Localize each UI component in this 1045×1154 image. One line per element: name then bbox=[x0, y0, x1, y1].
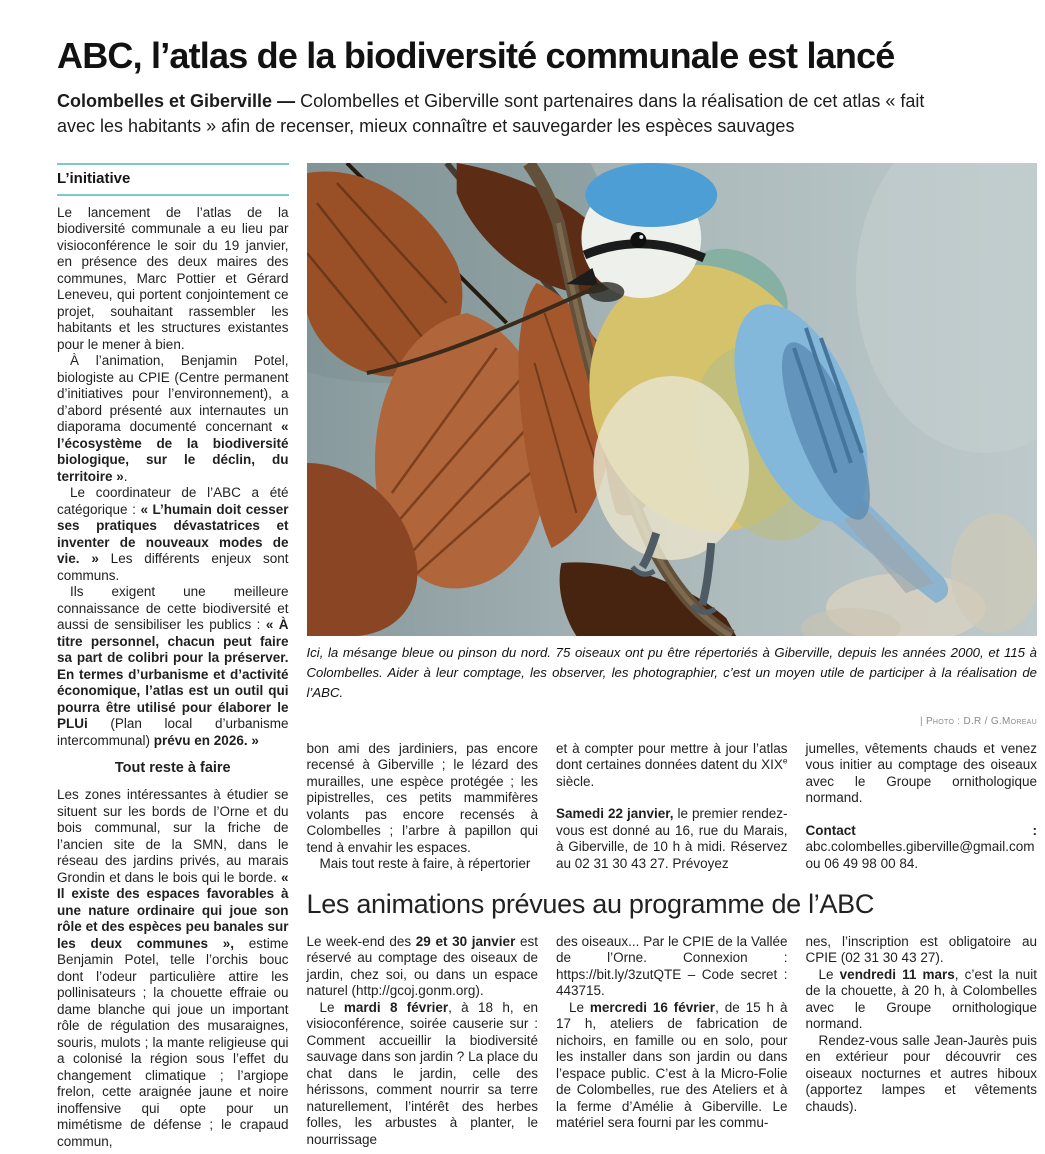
text-run: Le bbox=[319, 999, 344, 1015]
bold-text-run: vendredi 11 mars bbox=[839, 966, 955, 982]
initiative-paragraphs bbox=[57, 205, 289, 750]
text-run: nes, l’inscription est obligatoire au CPIE (02 31 30 43 27). bbox=[805, 933, 1037, 966]
text-run: , à 18 h, en visioconférence, soirée causerie sur : Comment accueillir la biodiversité sauvage dans son jardin ? La place du chat dans le jardin, celle des hérissons, comment nourrir sa terre naturellement, l’intérêt des herbes folles, les arbustes à planter, le nourrissage bbox=[306, 999, 538, 1147]
bird-eye-glint bbox=[639, 235, 643, 239]
text-run: . bbox=[123, 468, 128, 484]
animations-column-2 bbox=[556, 934, 788, 1150]
initiative-paragraphs-2 bbox=[57, 787, 289, 1150]
bold-text-run: 29 et 30 janvier bbox=[415, 933, 516, 949]
bold-text-run: « L’humain doit cesser ses pratiques dévastatrices et inventer de nouveaux modes de vie. » bbox=[57, 501, 289, 567]
paragraph bbox=[307, 741, 539, 857]
animations-column-3 bbox=[806, 934, 1038, 1150]
text-run: jumelles, vêtements chauds et venez vous initier au comptage des oiseaux avec le Groupe ornithologique normand. bbox=[805, 740, 1037, 806]
bold-text-run: prévu en 2026. » bbox=[153, 732, 259, 748]
photo-credit: | Photo : D.R / G.Moreau bbox=[919, 715, 1037, 727]
bird-crown bbox=[585, 163, 717, 227]
text-run: , c’est la nuit de la chouette, à 20 h, à Colombelles avec le Groupe ornithologique normand. bbox=[805, 966, 1037, 1032]
paragraph bbox=[57, 787, 289, 1150]
text-run: À l’animation, Benjamin Potel, biologiste au CPIE (Centre permanent d’initiatives pour l’environnement), a d’abord présenté aux internautes un diaporama documenté concernant bbox=[57, 353, 289, 435]
text-run: Le bbox=[818, 966, 840, 982]
text-run: Le coordinateur de l’ABC a été catégorique : bbox=[57, 485, 289, 517]
bird-eye bbox=[630, 232, 646, 248]
initiative-column bbox=[57, 163, 289, 1151]
paragraph bbox=[307, 934, 539, 1000]
article-lede bbox=[57, 89, 957, 139]
paragraph bbox=[556, 1000, 788, 1132]
paragraph bbox=[806, 934, 1038, 967]
text-run: , de 15 h à 17 h, ateliers de fabrication de nichoirs, en famille ou en solo, pour les installer dans son jardin ou dans l’espace public. C’est à la Micro-Folie de Colombelles, rue des Ateliers et à la ferme d’Amélie à Giberville. Le matériel sera fourni par les commu- bbox=[556, 999, 788, 1131]
text-run: des oiseaux... Par le CPIE de la Vallée de l’Orne. Connexion : https://bit.ly/3zutQTE – Code secret : 443715. bbox=[556, 933, 788, 999]
bold-text-run: Samedi 22 janvier, bbox=[556, 806, 674, 822]
animations-column-1 bbox=[307, 934, 539, 1150]
bold-text-run: mardi 8 février bbox=[343, 999, 449, 1015]
animations-section-headline: Les animations prévues au programme de l’ABC bbox=[306, 889, 875, 920]
text-run: siècle. bbox=[556, 773, 595, 789]
text-run: Ils exigent une meilleure connaissance de cette biodiversité et aussi de sensibiliser les publics : bbox=[57, 584, 289, 633]
bold-text-run: « Il existe des espaces favorables à une nature ordinaire qui joue son rôle et des espèces peu banales sur les deux communes », bbox=[57, 869, 289, 951]
bold-text-run: « À titre personnel, chacun peut faire sa part de colibri pour la préserver. En termes d’urbanisme et d’activité économique, l’atlas est un outil qui pourra être utilisé pour élaborer le PLUi bbox=[57, 617, 289, 732]
paragraph bbox=[307, 1000, 539, 1149]
paragraph bbox=[806, 1033, 1038, 1116]
paragraph bbox=[556, 934, 788, 1000]
paragraph bbox=[806, 967, 1038, 1033]
text-run: Le lancement de l’atlas de la biodiversité communale a eu lieu par visioconférence le soir du 19 janvier, en présence des deux maires des communes, Marc Pottier et Gérard Leneveu, qui portent conjointement ce projet, souhaitant rassembler les habitants et les structures existantes pour le mener à bien. bbox=[57, 204, 289, 352]
bold-text-run: mercredi 16 février bbox=[589, 999, 716, 1015]
photo-block bbox=[307, 163, 1038, 729]
lede-text: Colombelles et Giberville sont partenaires dans la réalisation de cet atlas « fait avec les habitants » afin de recenser, mieux connaître et sauvegarder les espèces sauvages bbox=[57, 90, 925, 136]
paragraph bbox=[57, 485, 289, 584]
continuation-column-b bbox=[556, 741, 788, 875]
paragraph bbox=[307, 856, 539, 873]
bold-text-run: « l’écosystème de la biodiversité biologique, sur le déclin, du territoire » bbox=[57, 419, 289, 484]
bold-text-run: Contact : bbox=[805, 822, 1037, 838]
text-run: Les différents enjeux sont communs. bbox=[57, 551, 289, 583]
text-run: le premier rendez-vous est donné au 16, rue du Marais, à Giberville, de 10 h à midi. Réservez au 02 31 30 43 27. Prévoyez bbox=[556, 806, 788, 871]
bird-bib bbox=[588, 282, 624, 302]
text-run: bon ami des jardiniers, pas encore recensé à Giberville ; le lézard des murailles, une espèce protégée ; les pipistrelles, ces petits mammifères volants pas encore recensés à Colombelles ; l’arbre à papillon qui tend à envahir les espaces. bbox=[306, 740, 538, 855]
paragraph bbox=[556, 806, 788, 872]
photo-caption: Ici, la mésange bleue ou pinson du nord. 75 oiseaux ont pu être répertoriés à Giberville, depuis les années 2000, et 115 à Colombelles. Aider à leur comptage, les observer, les photographier, c’est un moyen utile de participer à la réalisation de l’ABC. bbox=[306, 644, 1037, 700]
paragraph bbox=[556, 741, 788, 791]
blue-tit-photo bbox=[307, 163, 1038, 636]
text-run: Le bbox=[569, 999, 590, 1015]
paragraph bbox=[57, 584, 289, 749]
article-header bbox=[0, 0, 1045, 139]
text-run: et à compter pour mettre à jour l’atlas dont certaines données datent du XIX bbox=[556, 740, 788, 773]
crosshead-tout-reste-a-faire: Tout reste à faire bbox=[114, 760, 231, 777]
lede-location-label: Colombelles et Giberville — bbox=[57, 90, 296, 111]
kicker-l-initiative: L’initiative bbox=[57, 163, 289, 196]
text-run: Les zones intéressantes à étudier se situent sur les bords de l’Orne et du bois communal, sur la friche de l’ancien site de la SMN, dans le réseau des jardins privés, au marais Grondin et dans le bois qui le borde. bbox=[57, 787, 289, 885]
article-headline: ABC, l’atlas de la biodiversité communale est lancé bbox=[57, 35, 895, 76]
paragraph bbox=[57, 205, 289, 354]
continuation-column-c bbox=[806, 741, 1038, 875]
text-run: e bbox=[782, 755, 788, 766]
article-body-grid bbox=[57, 163, 1037, 1151]
text-run: Rendez-vous salle Jean-Jaurès puis en extérieur pour découvrir ces oiseaux nocturnes et autres hiboux (apportez lampes et vêtements chauds). bbox=[805, 1032, 1037, 1114]
bird-belly bbox=[593, 376, 749, 560]
text-run: est réservé au comptage des oiseaux de jardin, chez soi, ou dans un espace naturel (http://gcoj.gonm.org). bbox=[306, 933, 538, 999]
text-run: abc.colombelles.giberville@gmail.com ou 06 49 98 00 84. bbox=[805, 839, 1035, 871]
text-run: (Plan local d’urbanisme intercommunal) bbox=[57, 716, 289, 748]
text-run: Mais tout reste à faire, à répertorier bbox=[319, 856, 531, 872]
paragraph bbox=[806, 741, 1038, 807]
paragraph bbox=[806, 823, 1038, 873]
text-run: estime Benjamin Potel, telle l’orchis bouc dont l’odeur particulière attire les pollinisateurs ; la chouette effraie ou dame blanche qui joue un important rôle de régulation des musaraignes, souris, mulots ; la mante religieuse qui a colonisé la région sous l’effet du changement climatique ; l’argiope frelon, cette araignée jaune et noire inoffensive qui opte pour un mimétisme de défense ; le crapaud commun, bbox=[57, 935, 289, 1149]
pale-leaf-2 bbox=[950, 513, 1037, 633]
continuation-column-a bbox=[307, 741, 539, 875]
text-run: Le week-end des bbox=[306, 933, 416, 949]
paragraph bbox=[57, 353, 289, 485]
